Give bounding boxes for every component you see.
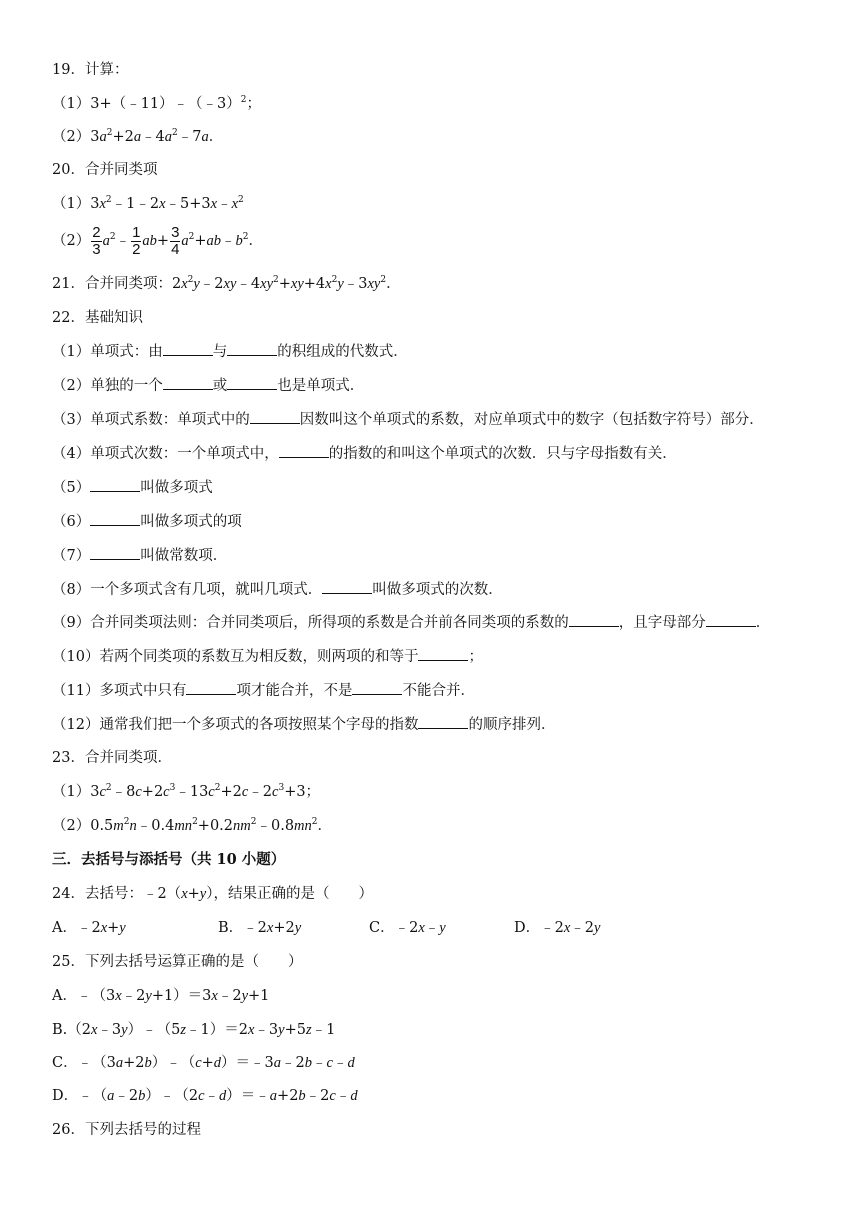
answer-blank[interactable]	[163, 375, 213, 390]
question-text: 20．合并同类项	[52, 162, 158, 178]
option-c[interactable]: C．﹣2x﹣y	[369, 920, 446, 936]
question-19-title	[52, 60, 128, 80]
question-23-part-2: $(2)0.5m^2n﹣0.4mn^2+0.2nm^2﹣0.8mn^2$．	[52, 817, 333, 834]
question-22-item-2: （2）单独的一个 或 也是单项式．	[52, 375, 364, 396]
answer-blank[interactable]	[163, 341, 213, 356]
question-22-item-6: （6） 叫做多项式的项	[52, 511, 242, 532]
expr-text: +	[156, 233, 170, 249]
option-a[interactable]: A．﹣2x+y	[52, 920, 126, 936]
option-b[interactable]: B．﹣2x+2y	[218, 920, 302, 936]
question-20-part-2: （2） $\frac{2}{3}$ $a^2﹣$ $\frac{1}{2}$ ab+ $\frac{3}{4}$ $a^2+ab﹣b^2$．	[52, 223, 264, 258]
question-25-option-d[interactable]: D．﹣（a﹣2b）﹣（2c﹣d）＝﹣a+2b﹣2c﹣d	[52, 1088, 358, 1104]
question-22-item-5: （5） 叫做多项式	[52, 477, 213, 498]
question-20-part-1: $(1)3x^2﹣1﹣2x﹣5+3x﹣x^2$	[52, 195, 244, 212]
expr-text: ﹣4	[141, 129, 165, 145]
expr-text: +	[194, 233, 207, 249]
expr-text: ．	[386, 276, 401, 292]
answer-blank[interactable]	[352, 680, 402, 695]
expr-text: ﹣7	[177, 129, 202, 145]
answer-blank[interactable]	[227, 375, 277, 390]
answer-blank[interactable]	[418, 714, 468, 729]
question-text: 19．计算：	[52, 62, 129, 78]
question-26-title	[52, 1120, 201, 1140]
expr-text: （1）3	[52, 196, 100, 212]
question-20-title	[52, 160, 157, 180]
question-21: 21．合并同类项：$2x^2y﹣2xy﹣4xy^2+xy+4x^2y﹣3xy^2$．	[52, 275, 401, 292]
question-22-item-12: （12）通常我们把一个多项式的各项按照某个字母的指数 的顺序排列．	[52, 714, 555, 735]
question-23-part-1: $(1)3c^2﹣8c+2c^3﹣13c^2+2c﹣2c^3+3$；	[52, 783, 321, 800]
question-text: 26．下列去括号的过程	[52, 1122, 201, 1138]
expr-text: （1）3+（﹣11）﹣（﹣3）	[52, 96, 241, 112]
question-22-item-9: （9）合并同类项法则：合并同类项后，所得项的系数是合并前各同类项的系数的 ，且字母部分 ．	[52, 612, 770, 633]
question-text: 23．合并同类项．	[52, 750, 172, 766]
question-22-item-3: （3）单项式系数：单项式中的 因数叫这个单项式的系数，对应单项式中的数字（包括数字符号）部分．	[52, 409, 764, 430]
expr-text: ﹣	[115, 233, 131, 249]
question-19-part-1	[52, 94, 261, 114]
fraction: $\frac{1}{2}$	[132, 223, 141, 258]
answer-blank[interactable]	[227, 341, 277, 356]
question-text: 25．下列去括号运算正确的是（ ）	[52, 954, 303, 970]
expr-text: ﹣	[217, 196, 232, 212]
section-title: 三．去括号与添括号（共 10 小题）	[52, 851, 286, 868]
question-23-title	[52, 748, 172, 768]
expr-text: +2	[112, 129, 134, 145]
answer-blank[interactable]	[569, 612, 619, 627]
question-text: 22．基础知识	[52, 310, 143, 326]
question-25-option-a[interactable]: A．﹣（3x﹣2y+1）＝3x﹣2y+1	[52, 988, 270, 1004]
answer-blank[interactable]	[186, 680, 236, 695]
fraction: $\frac{3}{4}$	[171, 223, 180, 258]
answer-blank[interactable]	[90, 545, 140, 560]
answer-blank[interactable]	[90, 477, 140, 492]
expr-text: ；	[246, 96, 262, 112]
exponent: 2	[240, 95, 247, 105]
question-22-title	[52, 308, 143, 328]
section-3-heading	[52, 850, 285, 870]
expr-text: （2）0.5	[52, 818, 114, 834]
expr-text: ．	[248, 233, 264, 249]
answer-blank[interactable]	[250, 409, 300, 424]
question-22-item-10: （10）若两个同类项的系数互为相反数，则两项的和等于 ；	[52, 646, 483, 667]
fraction: $\frac{2}{3}$	[92, 223, 101, 258]
question-22-item-7: （7） 叫做常数项．	[52, 545, 227, 566]
expr-text: ﹣1﹣2	[111, 196, 160, 212]
answer-blank[interactable]	[279, 443, 329, 458]
expr-text: ﹣	[221, 233, 236, 249]
answer-blank[interactable]	[90, 511, 140, 526]
answer-blank[interactable]	[418, 646, 468, 661]
question-25-option-b[interactable]: B.（2x﹣3y）﹣（5z﹣1）＝2x﹣3y+5z﹣1	[52, 1022, 336, 1038]
question-25-title	[52, 952, 302, 972]
answer-blank[interactable]	[322, 579, 372, 594]
option-d[interactable]: D．﹣2x﹣2y	[514, 920, 601, 936]
expr-text: ﹣5+3	[165, 196, 211, 212]
question-22-item-1: （1）单项式：由 与 的积组成的代数式．	[52, 341, 408, 362]
question-25-option-c[interactable]: C．﹣（3a+2b）﹣（c+d）＝﹣3a﹣2b﹣c﹣d	[52, 1055, 355, 1071]
expr-text: （2）3	[52, 129, 100, 145]
answer-blank[interactable]	[706, 612, 756, 627]
question-text: ），结果正确的是（ ）	[206, 886, 373, 902]
question-text: 24．去括号：﹣2（	[52, 886, 182, 902]
expr-text: ．	[208, 129, 224, 145]
expr-text: （2）	[52, 233, 91, 249]
question-text: 21．合并同类项：2	[52, 276, 182, 292]
expr-text: （1）3	[52, 784, 100, 800]
question-22-item-11: （11）多项式中只有 项才能合并，不是 不能合并．	[52, 680, 475, 701]
question-19-part-2: $(2)3a^2+2a﹣4a^2﹣7a$．	[52, 128, 224, 145]
question-24-title: 24．去括号：﹣2（x+y），结果正确的是（ ）	[52, 886, 373, 902]
question-22-item-8: （8）一个多项式含有几项，就叫几项式． 叫做多项式的次数．	[52, 579, 503, 600]
question-22-item-4: （4）单项式次数：一个单项式中， 的指数的和叫这个单项式的次数．只与字母指数有关．	[52, 443, 677, 464]
